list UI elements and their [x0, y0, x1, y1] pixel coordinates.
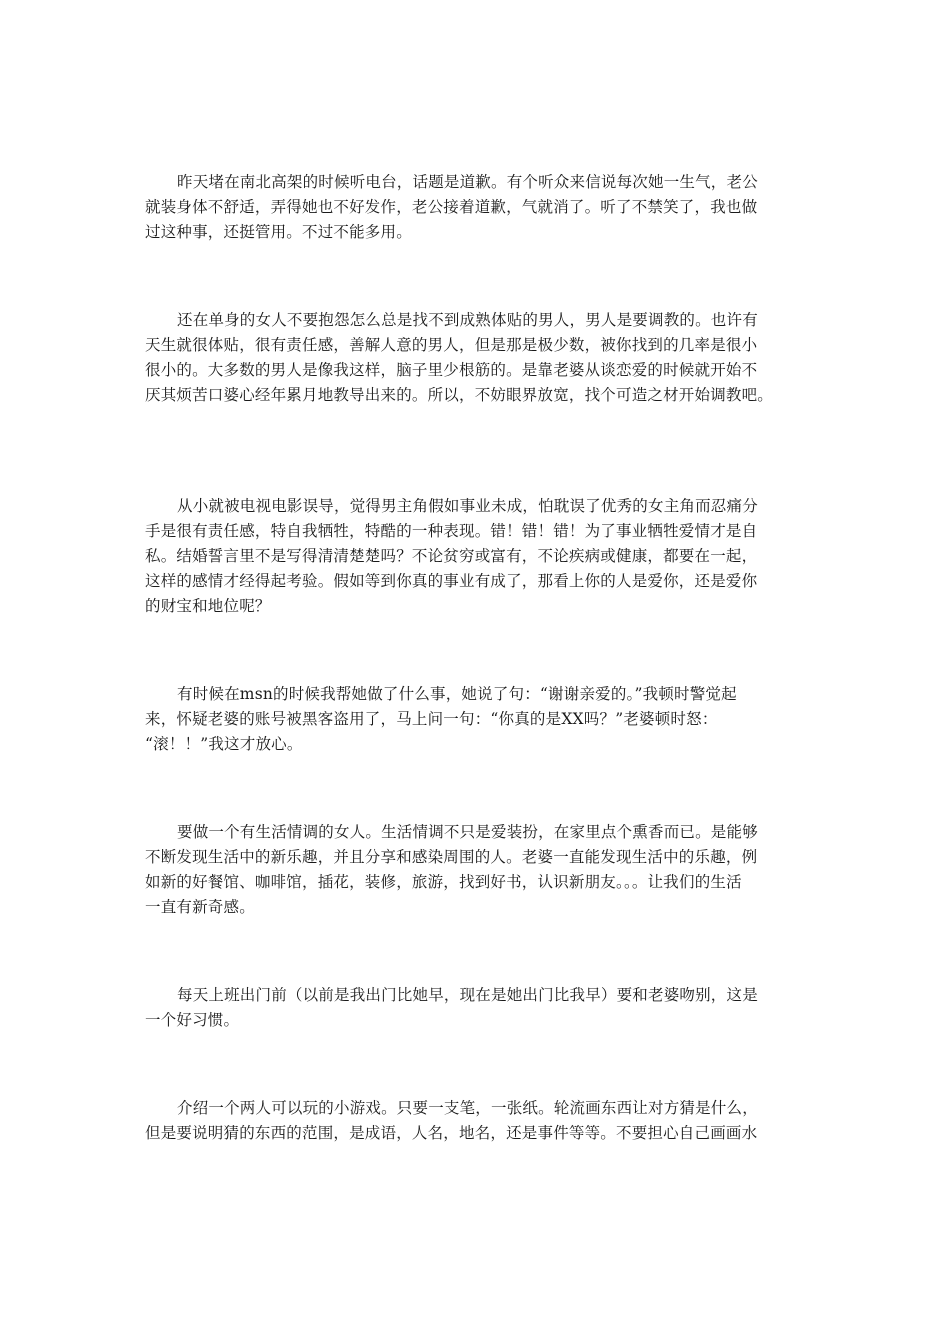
text-line: 来，怀疑老婆的账号被黑客盗用了，马上问一句：“你真的是XX吗？”老婆顿时怒： [145, 710, 718, 728]
text-line: 昨天堵在南北高架的时候听电台，话题是道歉。有个听众来信说每次她一生气，老公 [177, 173, 758, 191]
text-line: 介绍一个两人可以玩的小游戏。只要一支笔，一张纸。轮流画东西让对方猜是什么， [177, 1099, 758, 1117]
text-line: 一直有新奇感。 [145, 898, 255, 916]
paragraph-single-women [145, 308, 810, 408]
text-line: 还在单身的女人不要抱怨怎么总是找不到成熟体贴的男人，男人是要调教的。也许有 [177, 311, 758, 329]
text-line: 一个好习惯。 [145, 1011, 240, 1029]
paragraph-goodbye-kiss [145, 983, 810, 1033]
paragraph-life-taste [145, 820, 810, 920]
text-line: 的财宝和地位呢？ [145, 597, 271, 615]
text-line: 这样的感情才经得起考验。假如等到你真的事业有成了，那看上你的人是爱你，还是爱你 [145, 572, 758, 590]
text-line: 但是要说明猜的东西的范围，是成语，人名，地名，还是事件等等。不要担心自己画画水 [145, 1124, 758, 1142]
text-line: 很小的。大多数的男人是像我这样，脑子里少根筋的。是靠老婆从谈恋爱的时候就开始不 [145, 361, 758, 379]
text-line: 从小就被电视电影误导，觉得男主角假如事业未成，怕耽误了优秀的女主角而忍痛分 [177, 497, 758, 515]
text-line: 要做一个有生活情调的女人。生活情调不只是爱装扮，在家里点个熏香而已。是能够 [177, 823, 758, 841]
text-line: 手是很有责任感，特自我牺牲，特酷的一种表现。错！错！错！为了事业牺牲爱情才是自 [145, 522, 758, 540]
paragraph-msn [145, 682, 810, 757]
paragraph-apology [145, 170, 810, 245]
text-line: 就装身体不舒适，弄得她也不好发作，老公接着道歉，气就消了。听了不禁笑了，我也做 [145, 198, 758, 216]
text-line: 每天上班出门前（以前是我出门比她早，现在是她出门比我早）要和老婆吻别，这是 [177, 986, 758, 1004]
text-line: 天生就很体贴，很有责任感，善解人意的男人，但是那是极少数，被你找到的几率是很小 [145, 336, 758, 354]
text-line: 如新的好餐馆、咖啡馆，插花，装修，旅游，找到好书，认识新朋友。。。让我们的生活 [145, 873, 742, 891]
paragraph-career-vs-love [145, 494, 810, 619]
text-line: 过这种事，还挺管用。不过不能多用。 [145, 223, 412, 241]
text-line: 私。结婚誓言里不是写得清清楚楚吗？不论贫穷或富有，不论疾病或健康，都要在一起， [145, 547, 758, 565]
text-line: 不断发现生活中的新乐趣，并且分享和感染周围的人。老婆一直能发现生活中的乐趣，例 [145, 848, 758, 866]
text-line: 厌其烦苦口婆心经年累月地教导出来的。所以，不妨眼界放宽，找个可造之材开始调教吧。 [145, 386, 774, 404]
paragraph-drawing-game [145, 1096, 810, 1146]
text-line: 有时候在msn的时候我帮她做了什么事，她说了句：“谢谢亲爱的。”我顿时警觉起 [177, 685, 737, 703]
text-line: “滚！！”我这才放心。 [145, 735, 303, 753]
